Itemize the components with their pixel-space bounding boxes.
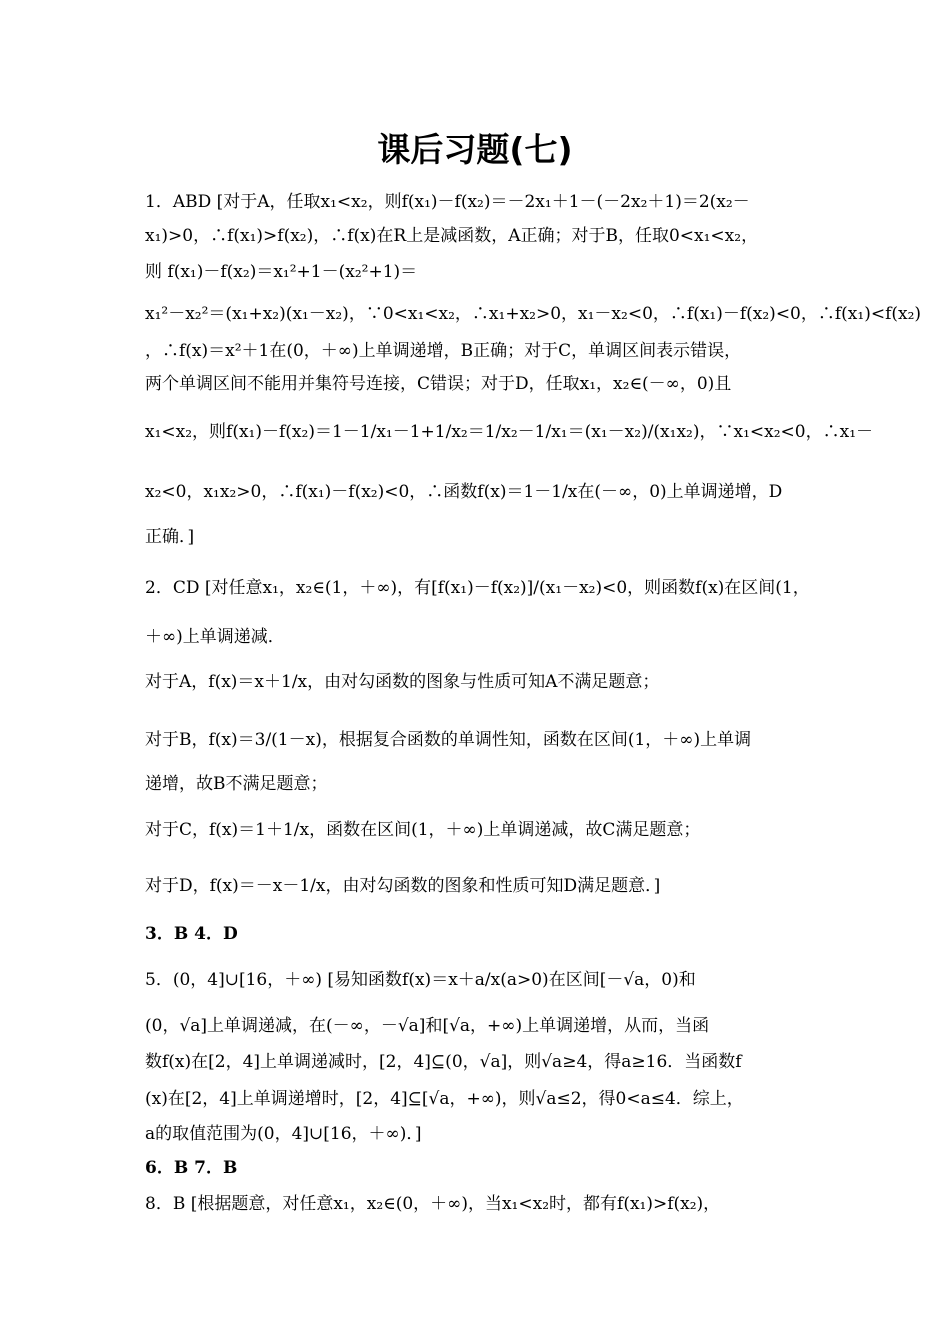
answer-line: 6．B 7．B — [145, 1158, 238, 1178]
answer-line: 8．B [根据题意，对任意x₁，x₂∈(0，＋∞)，当x₁<x₂时，都有f(x₁)>f(x₂)， — [145, 1194, 721, 1214]
answer-line: a的取值范围为(0，4]∪[16，＋∞)．] — [145, 1124, 422, 1144]
answer-line: (x)在[2，4]上单调递增时，[2，4]⊆[√a，+∞)，则√a≤2，得0<a≤4．综上， — [145, 1089, 744, 1109]
answer-line: (0，√a]上单调递减，在(－∞，－√a]和[√a，+∞)上单调递增，从而，当函 — [145, 1016, 710, 1036]
answer-line: ＋∞)上单调递减． — [145, 627, 285, 647]
answer-line: x₁)>0，∴f(x₁)>f(x₂)，∴f(x)在R上是减函数，A正确；对于B，任取0<x₁<x₂， — [145, 226, 759, 246]
answer-line: x₁<x₂，则f(x₁)－f(x₂)＝1－1/x₁－1+1/x₂＝1/x₂－1/x₁＝(x₁－x₂)/(x₁x₂)，∵x₁<x₂<0，∴x₁－ — [145, 422, 874, 442]
answer-line: 对于C，f(x)＝1＋1/x，函数在区间(1，＋∞)上单调递减，故C满足题意； — [145, 820, 701, 840]
answer-line: 1．ABD [对于A，任取x₁<x₂，则f(x₁)－f(x₂)＝－2x₁＋1－(－2x₂＋1)＝2(x₂－ — [145, 192, 750, 212]
answer-line: 对于B，f(x)＝3/(1－x)，根据复合函数的单调性知，函数在区间(1，＋∞)上单调 — [145, 730, 752, 750]
answer-line: 递增，故B不满足题意； — [145, 774, 328, 794]
answer-line: 两个单调区间不能用并集符号连接，C错误；对于D，任取x₁，x₂∈(－∞，0)且 — [145, 374, 732, 394]
answer-line: 5．(0，4]∪[16，＋∞) [易知函数f(x)＝x＋a/x(a>0)在区间[－√a，0)和 — [145, 970, 696, 990]
answer-line: x₂<0，x₁x₂>0，∴f(x₁)－f(x₂)<0，∴函数f(x)＝1－1/x在(－∞，0)上单调递增，D — [145, 482, 783, 502]
answer-line: x₁²－x₂²＝(x₁+x₂)(x₁－x₂)，∵0<x₁<x₂，∴x₁+x₂>0，x₁－x₂<0，∴f(x₁)－f(x₂)<0，∴f(x₁)<f(x₂) — [145, 304, 922, 324]
answer-line: 2．CD [对任意x₁，x₂∈(1，＋∞)，有[f(x₁)－f(x₂)]/(x₁－x₂)<0，则函数f(x)在区间(1， — [145, 578, 810, 598]
answer-line: 3．B 4．D — [145, 924, 238, 944]
answer-line: 正确．] — [145, 527, 195, 547]
answer-line: 数f(x)在[2，4]上单调递减时，[2，4]⊆(0，√a]，则√a≥4，得a≥16．当函数f — [145, 1052, 742, 1072]
answer-line: 对于A，f(x)＝x＋1/x，由对勾函数的图象与性质可知A不满足题意； — [145, 672, 660, 692]
page-title: 课后习题(七) — [377, 130, 573, 169]
answer-line: 对于D，f(x)＝－x－1/x，由对勾函数的图象和性质可知D满足题意．] — [145, 876, 661, 896]
answer-line: 则 f(x₁)－f(x₂)＝x₁²+1－(x₂²+1)＝ — [145, 262, 418, 282]
answer-line: ，∴f(x)＝x²＋1在(0，＋∞)上单调递增，B正确；对于C，单调区间表示错误， — [145, 341, 742, 361]
